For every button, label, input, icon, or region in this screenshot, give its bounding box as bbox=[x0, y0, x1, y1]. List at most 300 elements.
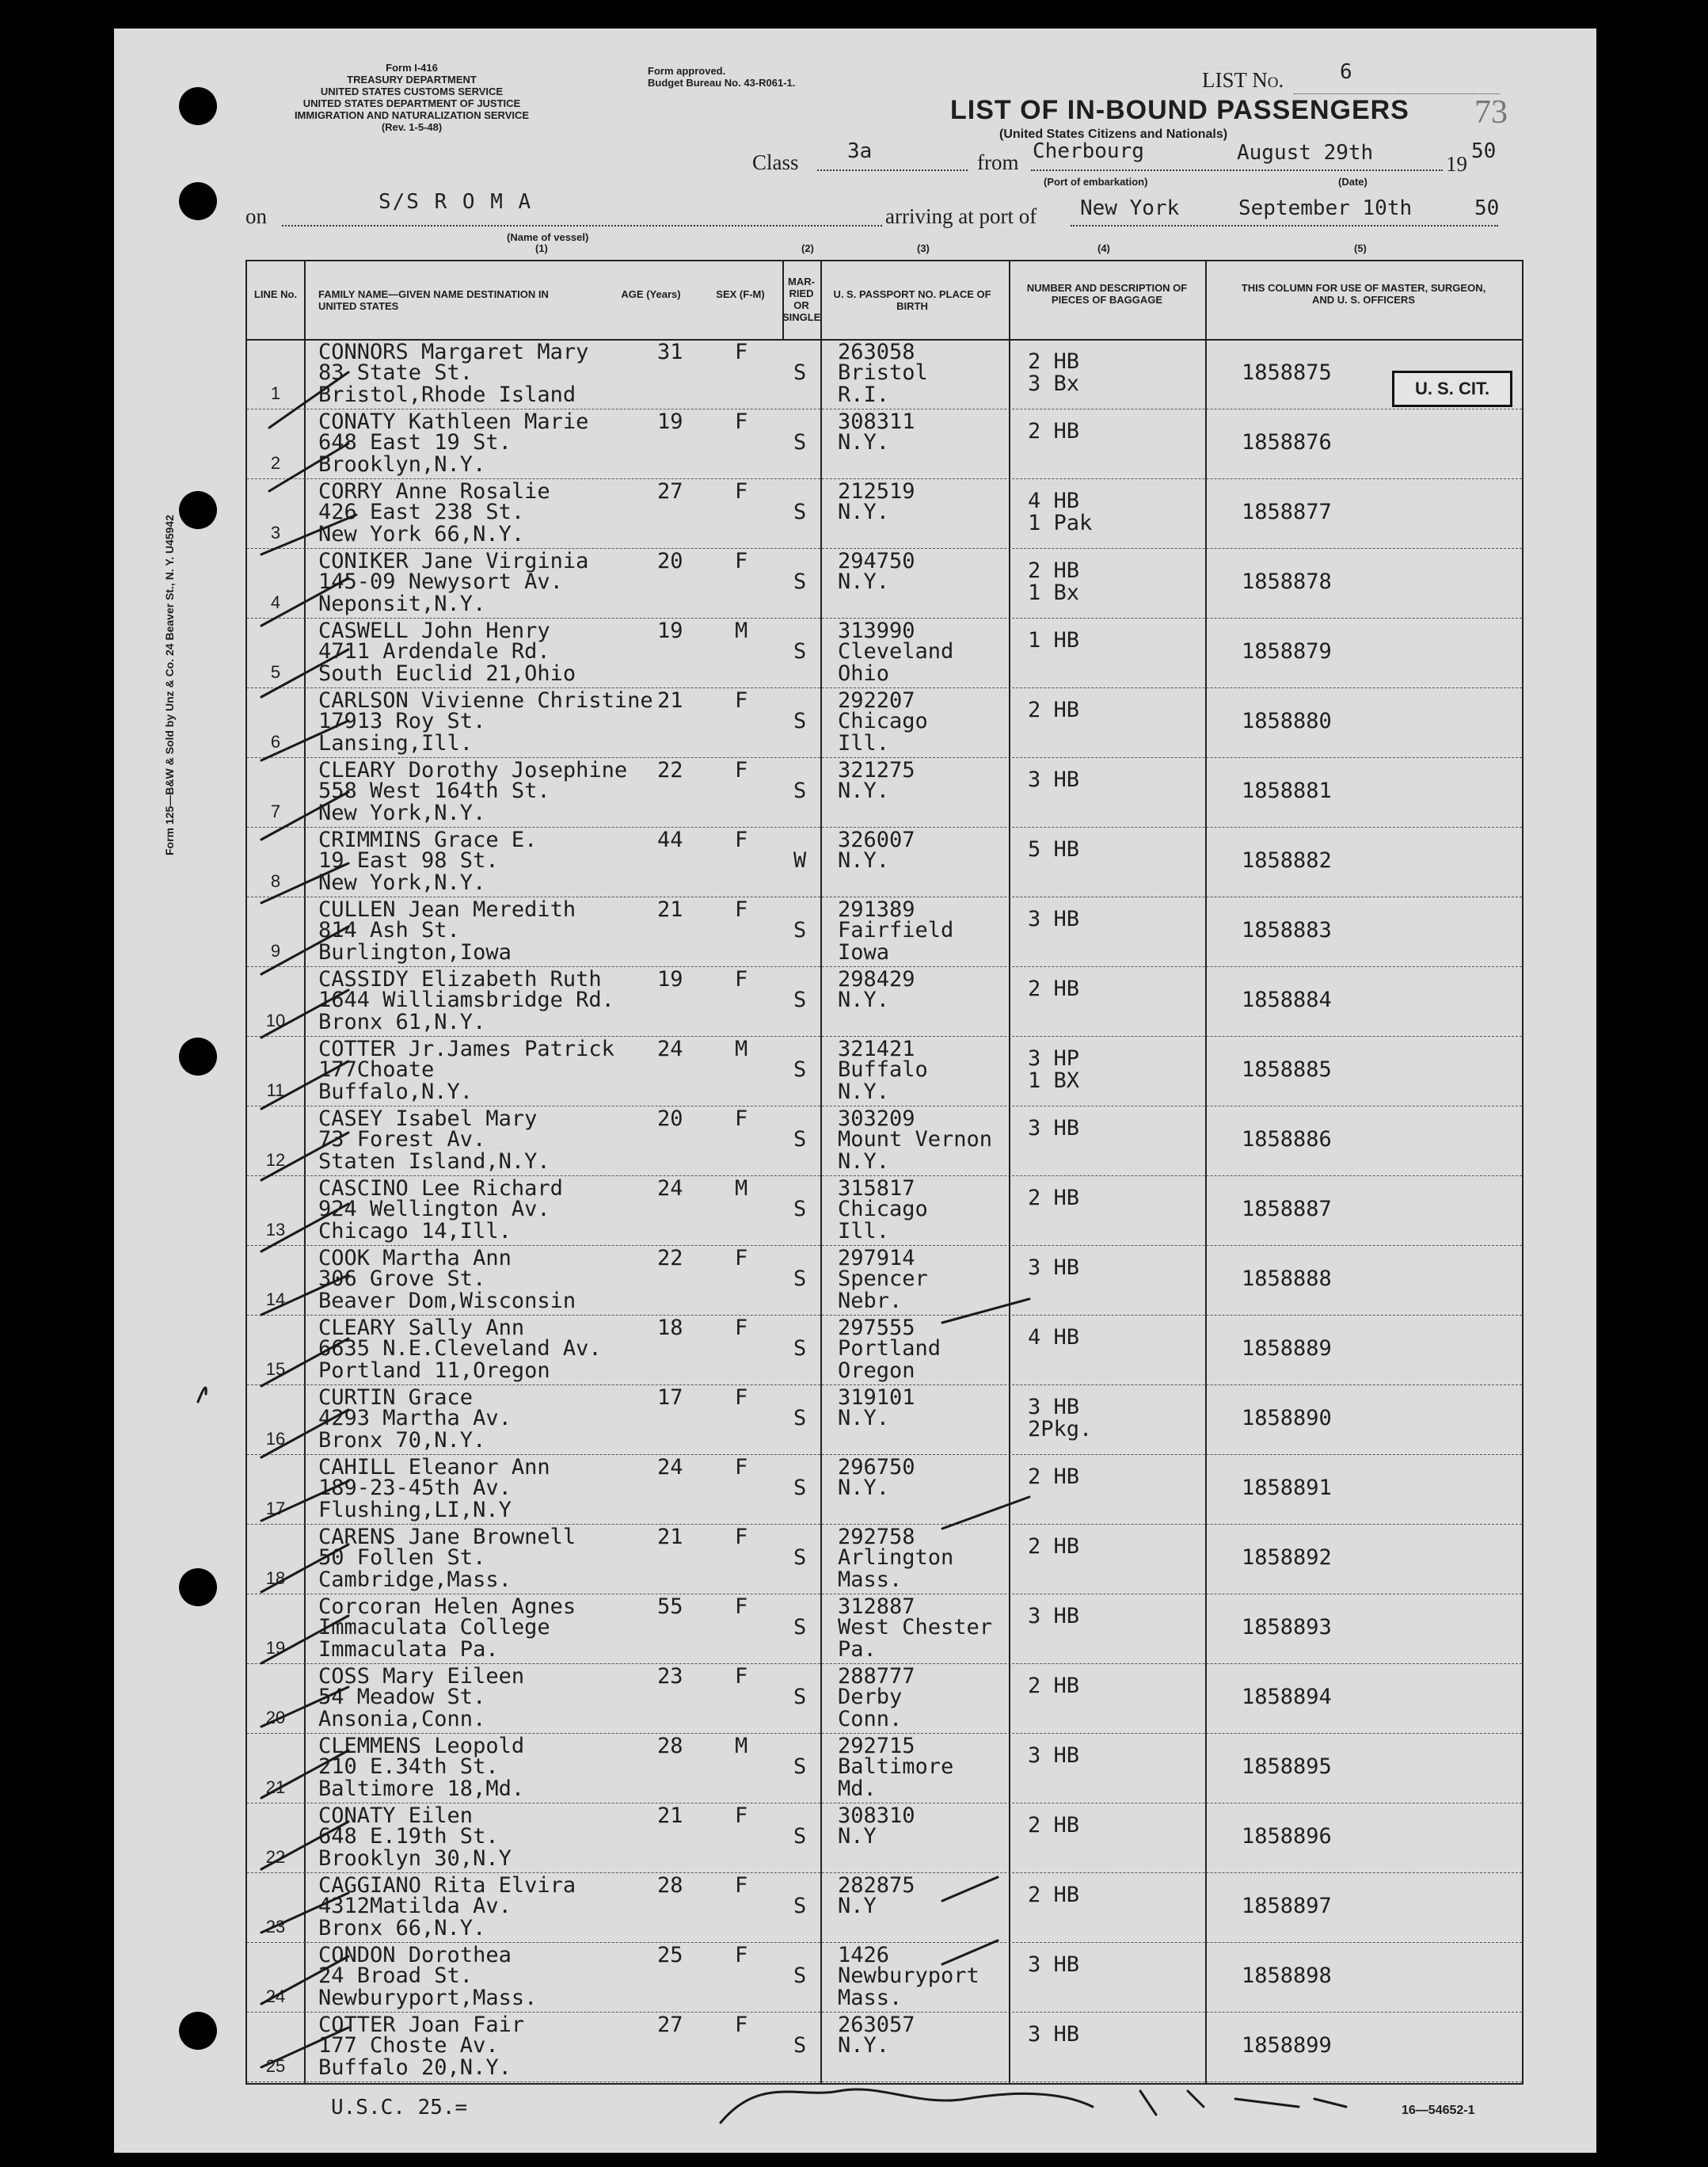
place-of-birth: Derby bbox=[838, 1685, 903, 1709]
line-number: 6 bbox=[270, 732, 281, 752]
address-line: 426 East 238 St. bbox=[318, 500, 525, 524]
address-line: 19 East 98 St. bbox=[318, 848, 499, 873]
passenger-name: CAGGIANO Rita Elvira bbox=[318, 1873, 576, 1898]
passenger-name: COTTER Joan Fair bbox=[318, 2013, 525, 2037]
passport-number: 303209 bbox=[838, 1106, 915, 1131]
header-line-no: LINE No. bbox=[253, 288, 298, 300]
baggage-primary: 3 HB bbox=[1028, 1743, 1080, 1768]
passenger-name: CASSIDY Elizabeth Ruth bbox=[318, 967, 602, 992]
baggage-primary: 4 HB bbox=[1028, 489, 1080, 513]
marital-status: S bbox=[793, 1197, 807, 1221]
address-line: 73 Forest Av. bbox=[318, 1127, 486, 1152]
age: 21 bbox=[657, 1803, 683, 1828]
address-line: 24 Broad St. bbox=[318, 1963, 474, 1988]
passenger-name: CONIKER Jane Virginia bbox=[318, 549, 589, 573]
passport-number: 313990 bbox=[838, 619, 915, 643]
marital-status: S bbox=[793, 1963, 807, 1988]
baggage-secondary: 1 BX bbox=[1028, 1068, 1080, 1093]
passport-number: 1426 bbox=[838, 1943, 890, 1967]
header-officers: THIS COLUMN FOR USE OF MASTER, SURGEON, AND U. S. OFFICERS bbox=[1241, 282, 1486, 306]
address-line: 210 E.34th St. bbox=[318, 1754, 499, 1779]
baggage-primary: 3 HB bbox=[1028, 907, 1080, 931]
place-of-birth: N.Y. bbox=[838, 1476, 890, 1500]
baggage-primary: 3 HB bbox=[1028, 767, 1080, 792]
place-of-birth-state: Conn. bbox=[838, 1707, 903, 1731]
age: 20 bbox=[657, 1106, 683, 1131]
age: 28 bbox=[657, 1734, 683, 1758]
address-city: Cambridge,Mass. bbox=[318, 1567, 512, 1592]
date-caption: (Date) bbox=[1338, 176, 1368, 188]
justice-dept: UNITED STATES DEPARTMENT OF JUSTICE bbox=[302, 97, 521, 109]
address-line: 4312Matilda Av. bbox=[318, 1894, 512, 1918]
address-line: 177Choate bbox=[318, 1057, 435, 1082]
place-of-birth: Mount Vernon bbox=[838, 1127, 993, 1152]
place-of-birth: N.Y. bbox=[838, 1406, 890, 1430]
address-city: Flushing,LI,N.Y bbox=[318, 1498, 512, 1522]
sex: F bbox=[735, 340, 748, 364]
arrival-year: 50 bbox=[1474, 196, 1500, 220]
place-of-birth: West Chester bbox=[838, 1615, 993, 1640]
line-number: 22 bbox=[265, 1847, 286, 1867]
age: 24 bbox=[657, 1176, 683, 1201]
certificate-number: 1858884 bbox=[1242, 988, 1332, 1012]
marital-status: S bbox=[793, 2033, 807, 2058]
line-number: 23 bbox=[265, 1917, 286, 1937]
place-of-birth: Arlington bbox=[838, 1545, 954, 1570]
baggage-primary: 2 HB bbox=[1028, 1186, 1080, 1210]
treasury-dept: TREASURY DEPARTMENT bbox=[347, 74, 477, 86]
place-of-birth: Buffalo bbox=[838, 1057, 928, 1082]
certificate-number: 1858899 bbox=[1242, 2033, 1332, 2058]
age: 21 bbox=[657, 897, 683, 922]
certificate-number: 1858876 bbox=[1242, 430, 1332, 455]
certificate-number: 1858883 bbox=[1242, 918, 1332, 943]
passport-number: 292715 bbox=[838, 1734, 915, 1758]
address-line: 558 West 164th St. bbox=[318, 779, 550, 803]
baggage-primary: 3 HB bbox=[1028, 2022, 1080, 2047]
certificate-number: 1858898 bbox=[1242, 1963, 1332, 1988]
certificate-number: 1858897 bbox=[1242, 1894, 1332, 1918]
sex: F bbox=[735, 1385, 748, 1410]
sex: F bbox=[735, 1943, 748, 1967]
address-city: Lansing,Ill. bbox=[318, 731, 474, 756]
address-city: Bronx 66,N.Y. bbox=[318, 1916, 486, 1940]
place-of-birth: Cleveland bbox=[838, 639, 954, 664]
passenger-name: CASWELL John Henry bbox=[318, 619, 550, 643]
arrival-date: September 10th bbox=[1238, 196, 1413, 220]
passport-number: 294750 bbox=[838, 549, 915, 573]
place-of-birth: N.Y bbox=[838, 1824, 877, 1849]
age: 22 bbox=[657, 1246, 683, 1270]
address-city: Immaculata Pa. bbox=[318, 1637, 499, 1662]
list-label: LIST No. bbox=[1202, 68, 1284, 92]
line-number: 13 bbox=[265, 1220, 286, 1240]
address-line: 4293 Martha Av. bbox=[318, 1406, 512, 1430]
certificate-number: 1858890 bbox=[1242, 1406, 1332, 1430]
passport-number: 292207 bbox=[838, 688, 915, 713]
age: 28 bbox=[657, 1873, 683, 1898]
baggage-primary: 3 HB bbox=[1028, 1604, 1080, 1628]
form-footer-code: 16—54652-1 bbox=[1402, 2104, 1475, 2117]
place-of-birth: N.Y. bbox=[838, 988, 890, 1012]
place-of-birth-state: Mass. bbox=[838, 1567, 903, 1592]
sex: F bbox=[735, 828, 748, 852]
address-city: Burlington,Iowa bbox=[318, 940, 512, 965]
passport-number: 319101 bbox=[838, 1385, 915, 1410]
certificate-number: 1858877 bbox=[1242, 500, 1332, 524]
passenger-name: CONATY Kathleen Marie bbox=[318, 409, 589, 434]
baggage-primary: 3 HB bbox=[1028, 1255, 1080, 1280]
passenger-name: CASCINO Lee Richard bbox=[318, 1176, 563, 1201]
embarkation-year: 50 bbox=[1471, 139, 1497, 163]
passenger-name: COSS Mary Eileen bbox=[318, 1664, 525, 1689]
line-number: 1 bbox=[270, 383, 281, 403]
address-city: South Euclid 21,Ohio bbox=[318, 661, 576, 686]
age: 24 bbox=[657, 1455, 683, 1480]
line-number: 4 bbox=[270, 592, 281, 612]
document-title: LIST OF IN-BOUND PASSENGERS bbox=[950, 95, 1409, 125]
line-number: 8 bbox=[270, 871, 281, 891]
address-line: 177 Choste Av. bbox=[318, 2033, 499, 2058]
passenger-name: CLEARY Sally Ann bbox=[318, 1316, 525, 1340]
col4-number: (4) bbox=[1097, 242, 1110, 254]
place-of-birth: Bristol bbox=[838, 360, 928, 385]
certificate-number: 1858894 bbox=[1242, 1685, 1332, 1709]
passenger-name: CLEARY Dorothy Josephine bbox=[318, 758, 628, 783]
sex: M bbox=[735, 1734, 748, 1758]
printer-imprint: Form 125—B&W & Sold by Unz & Co. 24 Beaver St., N. Y. U45942 bbox=[163, 515, 176, 855]
age: 18 bbox=[657, 1316, 683, 1340]
vessel-col-number: (1) bbox=[535, 242, 548, 254]
certificate-number: 1858891 bbox=[1242, 1476, 1332, 1500]
sex: F bbox=[735, 967, 748, 992]
passenger-name: CURTIN Grace bbox=[318, 1385, 474, 1410]
sex: M bbox=[735, 619, 748, 643]
sex: F bbox=[735, 1246, 748, 1270]
certificate-number: 1858895 bbox=[1242, 1754, 1332, 1779]
certificate-number: 1858886 bbox=[1242, 1127, 1332, 1152]
address-city: Bronx 61,N.Y. bbox=[318, 1010, 486, 1034]
passenger-name: CLEMMENS Leopold bbox=[318, 1734, 525, 1758]
passport-number: 291389 bbox=[838, 897, 915, 922]
address-line: 54 Meadow St. bbox=[318, 1685, 486, 1709]
sex: F bbox=[735, 897, 748, 922]
passport-number: 212519 bbox=[838, 479, 915, 504]
age: 19 bbox=[657, 619, 683, 643]
marital-status: S bbox=[793, 1615, 807, 1640]
sex: F bbox=[735, 1873, 748, 1898]
age: 21 bbox=[657, 1525, 683, 1549]
baggage-primary: 1 HB bbox=[1028, 628, 1080, 653]
place-of-birth-state: Nebr. bbox=[838, 1289, 903, 1313]
baggage-primary: 3 HP bbox=[1028, 1046, 1080, 1071]
passport-number: 292758 bbox=[838, 1525, 915, 1549]
passenger-name: CONDON Dorothea bbox=[318, 1943, 512, 1967]
line-number: 3 bbox=[270, 523, 281, 543]
passport-number: 315817 bbox=[838, 1176, 915, 1201]
marital-status: S bbox=[793, 1406, 807, 1430]
line-number: 9 bbox=[270, 941, 281, 961]
us-citizen-stamp: U. S. CIT. bbox=[1392, 371, 1512, 407]
port-caption: (Port of embarkation) bbox=[1044, 176, 1148, 188]
address-city: Neponsit,N.Y. bbox=[318, 592, 486, 616]
address-line: Immaculata College bbox=[318, 1615, 550, 1640]
marital-status: S bbox=[793, 1266, 807, 1291]
address-line: 17913 Roy St. bbox=[318, 709, 486, 733]
passport-number: 312887 bbox=[838, 1594, 915, 1619]
certificate-number: 1858896 bbox=[1242, 1824, 1332, 1849]
address-city: Brooklyn 30,N.Y bbox=[318, 1846, 512, 1871]
sex: F bbox=[735, 688, 748, 713]
age: 21 bbox=[657, 688, 683, 713]
baggage-primary: 2 HB bbox=[1028, 1883, 1080, 1907]
baggage-primary: 2 HB bbox=[1028, 1674, 1080, 1698]
age: 22 bbox=[657, 758, 683, 783]
address-city: Bronx 70,N.Y. bbox=[318, 1428, 486, 1453]
header-married: MAR-RIED OR SINGLE bbox=[782, 276, 821, 323]
place-of-birth-state: N.Y. bbox=[838, 1080, 890, 1104]
embarkation-date: August 29th bbox=[1237, 141, 1374, 165]
line-number: 18 bbox=[265, 1568, 286, 1588]
marital-status: S bbox=[793, 569, 807, 594]
age: 23 bbox=[657, 1664, 683, 1689]
passport-number: 263057 bbox=[838, 2013, 915, 2037]
address-city: Chicago 14,Ill. bbox=[318, 1219, 512, 1243]
marital-status: S bbox=[793, 1894, 807, 1918]
from-label: from bbox=[977, 150, 1019, 174]
certificate-number: 1858878 bbox=[1242, 569, 1332, 594]
line-number: 16 bbox=[265, 1429, 286, 1449]
header-sex: SEX (F-M) bbox=[716, 288, 765, 300]
certificate-number: 1858879 bbox=[1242, 639, 1332, 664]
marital-status: S bbox=[793, 1057, 807, 1082]
customs-service: UNITED STATES CUSTOMS SERVICE bbox=[320, 86, 504, 97]
marital-status: S bbox=[793, 779, 807, 803]
vessel-caption: (Name of vessel) bbox=[507, 231, 589, 243]
passenger-name: CULLEN Jean Meredith bbox=[318, 897, 576, 922]
place-of-birth: N.Y. bbox=[838, 848, 890, 873]
place-of-birth: Fairfield bbox=[838, 918, 954, 943]
passenger-name: CONNORS Margaret Mary bbox=[318, 340, 589, 364]
place-of-birth-state: Mass. bbox=[838, 1986, 903, 2010]
sex: F bbox=[735, 1594, 748, 1619]
place-of-birth: Portland bbox=[838, 1336, 941, 1361]
place-of-birth: N.Y. bbox=[838, 430, 890, 455]
header-name: FAMILY NAME—GIVEN NAME DESTINATION IN UNITED STATES bbox=[318, 288, 549, 312]
address-line: 145-09 Newysort Av. bbox=[318, 569, 563, 594]
address-city: New York,N.Y. bbox=[318, 870, 486, 895]
page-number: 73 bbox=[1474, 94, 1508, 131]
address-line: 648 East 19 St. bbox=[318, 430, 512, 455]
age: 19 bbox=[657, 409, 683, 434]
marital-status: S bbox=[793, 709, 807, 733]
place-of-birth-state: Iowa bbox=[838, 940, 890, 965]
col2-number: (2) bbox=[801, 242, 814, 254]
marital-status: S bbox=[793, 1685, 807, 1709]
passenger-name: CAHILL Eleanor Ann bbox=[318, 1455, 550, 1480]
age: 31 bbox=[657, 340, 683, 364]
header-age: AGE (Years) bbox=[621, 288, 681, 300]
certificate-number: 1858889 bbox=[1242, 1336, 1332, 1361]
arriving-label: arriving at port of bbox=[885, 204, 1037, 228]
certificate-number: 1858892 bbox=[1242, 1545, 1332, 1570]
baggage-secondary: 1 Pak bbox=[1028, 511, 1093, 535]
baggage-primary: 3 HB bbox=[1028, 1952, 1080, 1977]
baggage-primary: 5 HB bbox=[1028, 837, 1080, 862]
line-number: 20 bbox=[265, 1708, 286, 1727]
baggage-secondary: 2Pkg. bbox=[1028, 1417, 1093, 1441]
line-number: 17 bbox=[265, 1499, 286, 1518]
place-of-birth-state: Md. bbox=[838, 1777, 877, 1801]
baggage-primary: 2 HB bbox=[1028, 698, 1080, 722]
baggage-primary: 2 HB bbox=[1028, 1534, 1080, 1559]
sex: F bbox=[735, 1664, 748, 1689]
line-number: 7 bbox=[270, 802, 281, 821]
address-city: New York 66,N.Y. bbox=[318, 522, 525, 547]
passenger-name: CRIMMINS Grace E. bbox=[318, 828, 538, 852]
age: 25 bbox=[657, 1943, 683, 1967]
place-of-birth-state: N.Y. bbox=[838, 1149, 890, 1174]
budget-bureau: Budget Bureau No. 43-R061-1. bbox=[648, 77, 796, 89]
passenger-name: COOK Martha Ann bbox=[318, 1246, 512, 1270]
sex: M bbox=[735, 1176, 748, 1201]
revision: (Rev. 1-5-48) bbox=[381, 121, 443, 133]
marital-status: S bbox=[793, 1476, 807, 1500]
marital-status: S bbox=[793, 500, 807, 524]
marital-status: S bbox=[793, 918, 807, 943]
place-of-birth: N.Y. bbox=[838, 2033, 890, 2058]
passport-number: 298429 bbox=[838, 967, 915, 992]
sex: F bbox=[735, 1525, 748, 1549]
list-number: 6 bbox=[1340, 60, 1352, 84]
place-of-birth-state: Oregon bbox=[838, 1358, 915, 1383]
marital-status: S bbox=[793, 639, 807, 664]
sex: F bbox=[735, 1316, 748, 1340]
on-label: on bbox=[245, 204, 267, 228]
passport-number: 288777 bbox=[838, 1664, 915, 1689]
place-of-birth: N.Y bbox=[838, 1894, 877, 1918]
address-city: Staten Island,N.Y. bbox=[318, 1149, 550, 1174]
sex: F bbox=[735, 1455, 748, 1480]
year-prefix: 19 bbox=[1446, 152, 1467, 176]
age: 20 bbox=[657, 549, 683, 573]
place-of-birth: N.Y. bbox=[838, 779, 890, 803]
marital-status: S bbox=[793, 1824, 807, 1849]
certificate-number: 1858882 bbox=[1242, 848, 1332, 873]
address-city: Baltimore 18,Md. bbox=[318, 1777, 525, 1801]
baggage-primary: 2 HB bbox=[1028, 349, 1080, 374]
age: 44 bbox=[657, 828, 683, 852]
passport-number: 308310 bbox=[838, 1803, 915, 1828]
sex: F bbox=[735, 409, 748, 434]
sex: F bbox=[735, 2013, 748, 2037]
place-of-birth-state: Ill. bbox=[838, 731, 890, 756]
passport-number: 326007 bbox=[838, 828, 915, 852]
passport-number: 308311 bbox=[838, 409, 915, 434]
age: 55 bbox=[657, 1594, 683, 1619]
line-number: 5 bbox=[270, 662, 281, 682]
address-city: New York,N.Y. bbox=[318, 801, 486, 825]
address-city: Ansonia,Conn. bbox=[318, 1707, 486, 1731]
sex: F bbox=[735, 1106, 748, 1131]
marital-status: S bbox=[793, 1127, 807, 1152]
embarkation-port: Cherbourg bbox=[1033, 139, 1144, 163]
baggage-primary: 2 HB bbox=[1028, 977, 1080, 1001]
sex: F bbox=[735, 1803, 748, 1828]
baggage-primary: 2 HB bbox=[1028, 419, 1080, 444]
line-number: 11 bbox=[266, 1080, 285, 1100]
passenger-name: CARENS Jane Brownell bbox=[318, 1525, 576, 1549]
document-subtitle: (United States Citizens and Nationals) bbox=[999, 128, 1228, 141]
line-number: 2 bbox=[270, 453, 281, 473]
place-of-birth-state: Ohio bbox=[838, 661, 890, 686]
address-line: 4711 Ardendale Rd. bbox=[318, 639, 550, 664]
baggage-primary: 3 HB bbox=[1028, 1395, 1080, 1419]
address-line: 83 State St. bbox=[318, 360, 474, 385]
marital-status: S bbox=[793, 1336, 807, 1361]
baggage-primary: 4 HB bbox=[1028, 1325, 1080, 1350]
address-city: Brooklyn,N.Y. bbox=[318, 452, 486, 477]
passport-number: 321275 bbox=[838, 758, 915, 783]
place-of-birth-state: Ill. bbox=[838, 1219, 890, 1243]
address-line: 924 Wellington Av. bbox=[318, 1197, 550, 1221]
passport-number: 321421 bbox=[838, 1037, 915, 1061]
line-number: 12 bbox=[265, 1150, 286, 1170]
marital-status: W bbox=[793, 848, 807, 873]
baggage-primary: 2 HB bbox=[1028, 558, 1080, 583]
class-value: 3a bbox=[847, 139, 873, 163]
address-line: 189-23-45th Av. bbox=[318, 1476, 512, 1500]
baggage-secondary: 1 Bx bbox=[1028, 581, 1080, 605]
sex: F bbox=[735, 758, 748, 783]
line-number: 15 bbox=[265, 1359, 286, 1379]
place-of-birth: Newburyport bbox=[838, 1963, 980, 1988]
address-city: Portland 11,Oregon bbox=[318, 1358, 550, 1383]
class-label: Class bbox=[752, 150, 799, 174]
place-of-birth: Spencer bbox=[838, 1266, 928, 1291]
sex: F bbox=[735, 549, 748, 573]
passenger-name: CASEY Isabel Mary bbox=[318, 1106, 538, 1131]
address-city: Newburyport,Mass. bbox=[318, 1986, 538, 2010]
certificate-number: 1858875 bbox=[1242, 360, 1332, 385]
form-approved: Form approved. bbox=[648, 65, 726, 77]
age: 24 bbox=[657, 1037, 683, 1061]
age: 19 bbox=[657, 967, 683, 992]
address-city: Buffalo,N.Y. bbox=[318, 1080, 474, 1104]
address-line: 306 Grove St. bbox=[318, 1266, 486, 1291]
address-line: 6635 N.E.Cleveland Av. bbox=[318, 1336, 602, 1361]
arrival-port: New York bbox=[1080, 196, 1180, 220]
address-line: 814 Ash St. bbox=[318, 918, 460, 943]
form-number: Form I-416 bbox=[386, 62, 438, 74]
place-of-birth-state: Pa. bbox=[838, 1637, 877, 1662]
marital-status: S bbox=[793, 1754, 807, 1779]
col3-number: (3) bbox=[917, 242, 930, 254]
baggage-primary: 2 HB bbox=[1028, 1464, 1080, 1489]
certificate-number: 1858887 bbox=[1242, 1197, 1332, 1221]
marital-status: S bbox=[793, 988, 807, 1012]
header-passport: U. S. PASSPORT NO. PLACE OF BIRTH bbox=[833, 288, 991, 312]
passenger-name: CARLSON Vivienne Christine bbox=[318, 688, 653, 713]
line-number: 14 bbox=[265, 1289, 286, 1309]
passenger-name: CONATY Eilen bbox=[318, 1803, 474, 1828]
line-number: 19 bbox=[265, 1638, 286, 1658]
address-line: 648 E.19th St. bbox=[318, 1824, 499, 1849]
col5-number: (5) bbox=[1354, 242, 1367, 254]
passenger-name: CORRY Anne Rosalie bbox=[318, 479, 550, 504]
place-of-birth-state: R.I. bbox=[838, 383, 890, 407]
age: 17 bbox=[657, 1385, 683, 1410]
